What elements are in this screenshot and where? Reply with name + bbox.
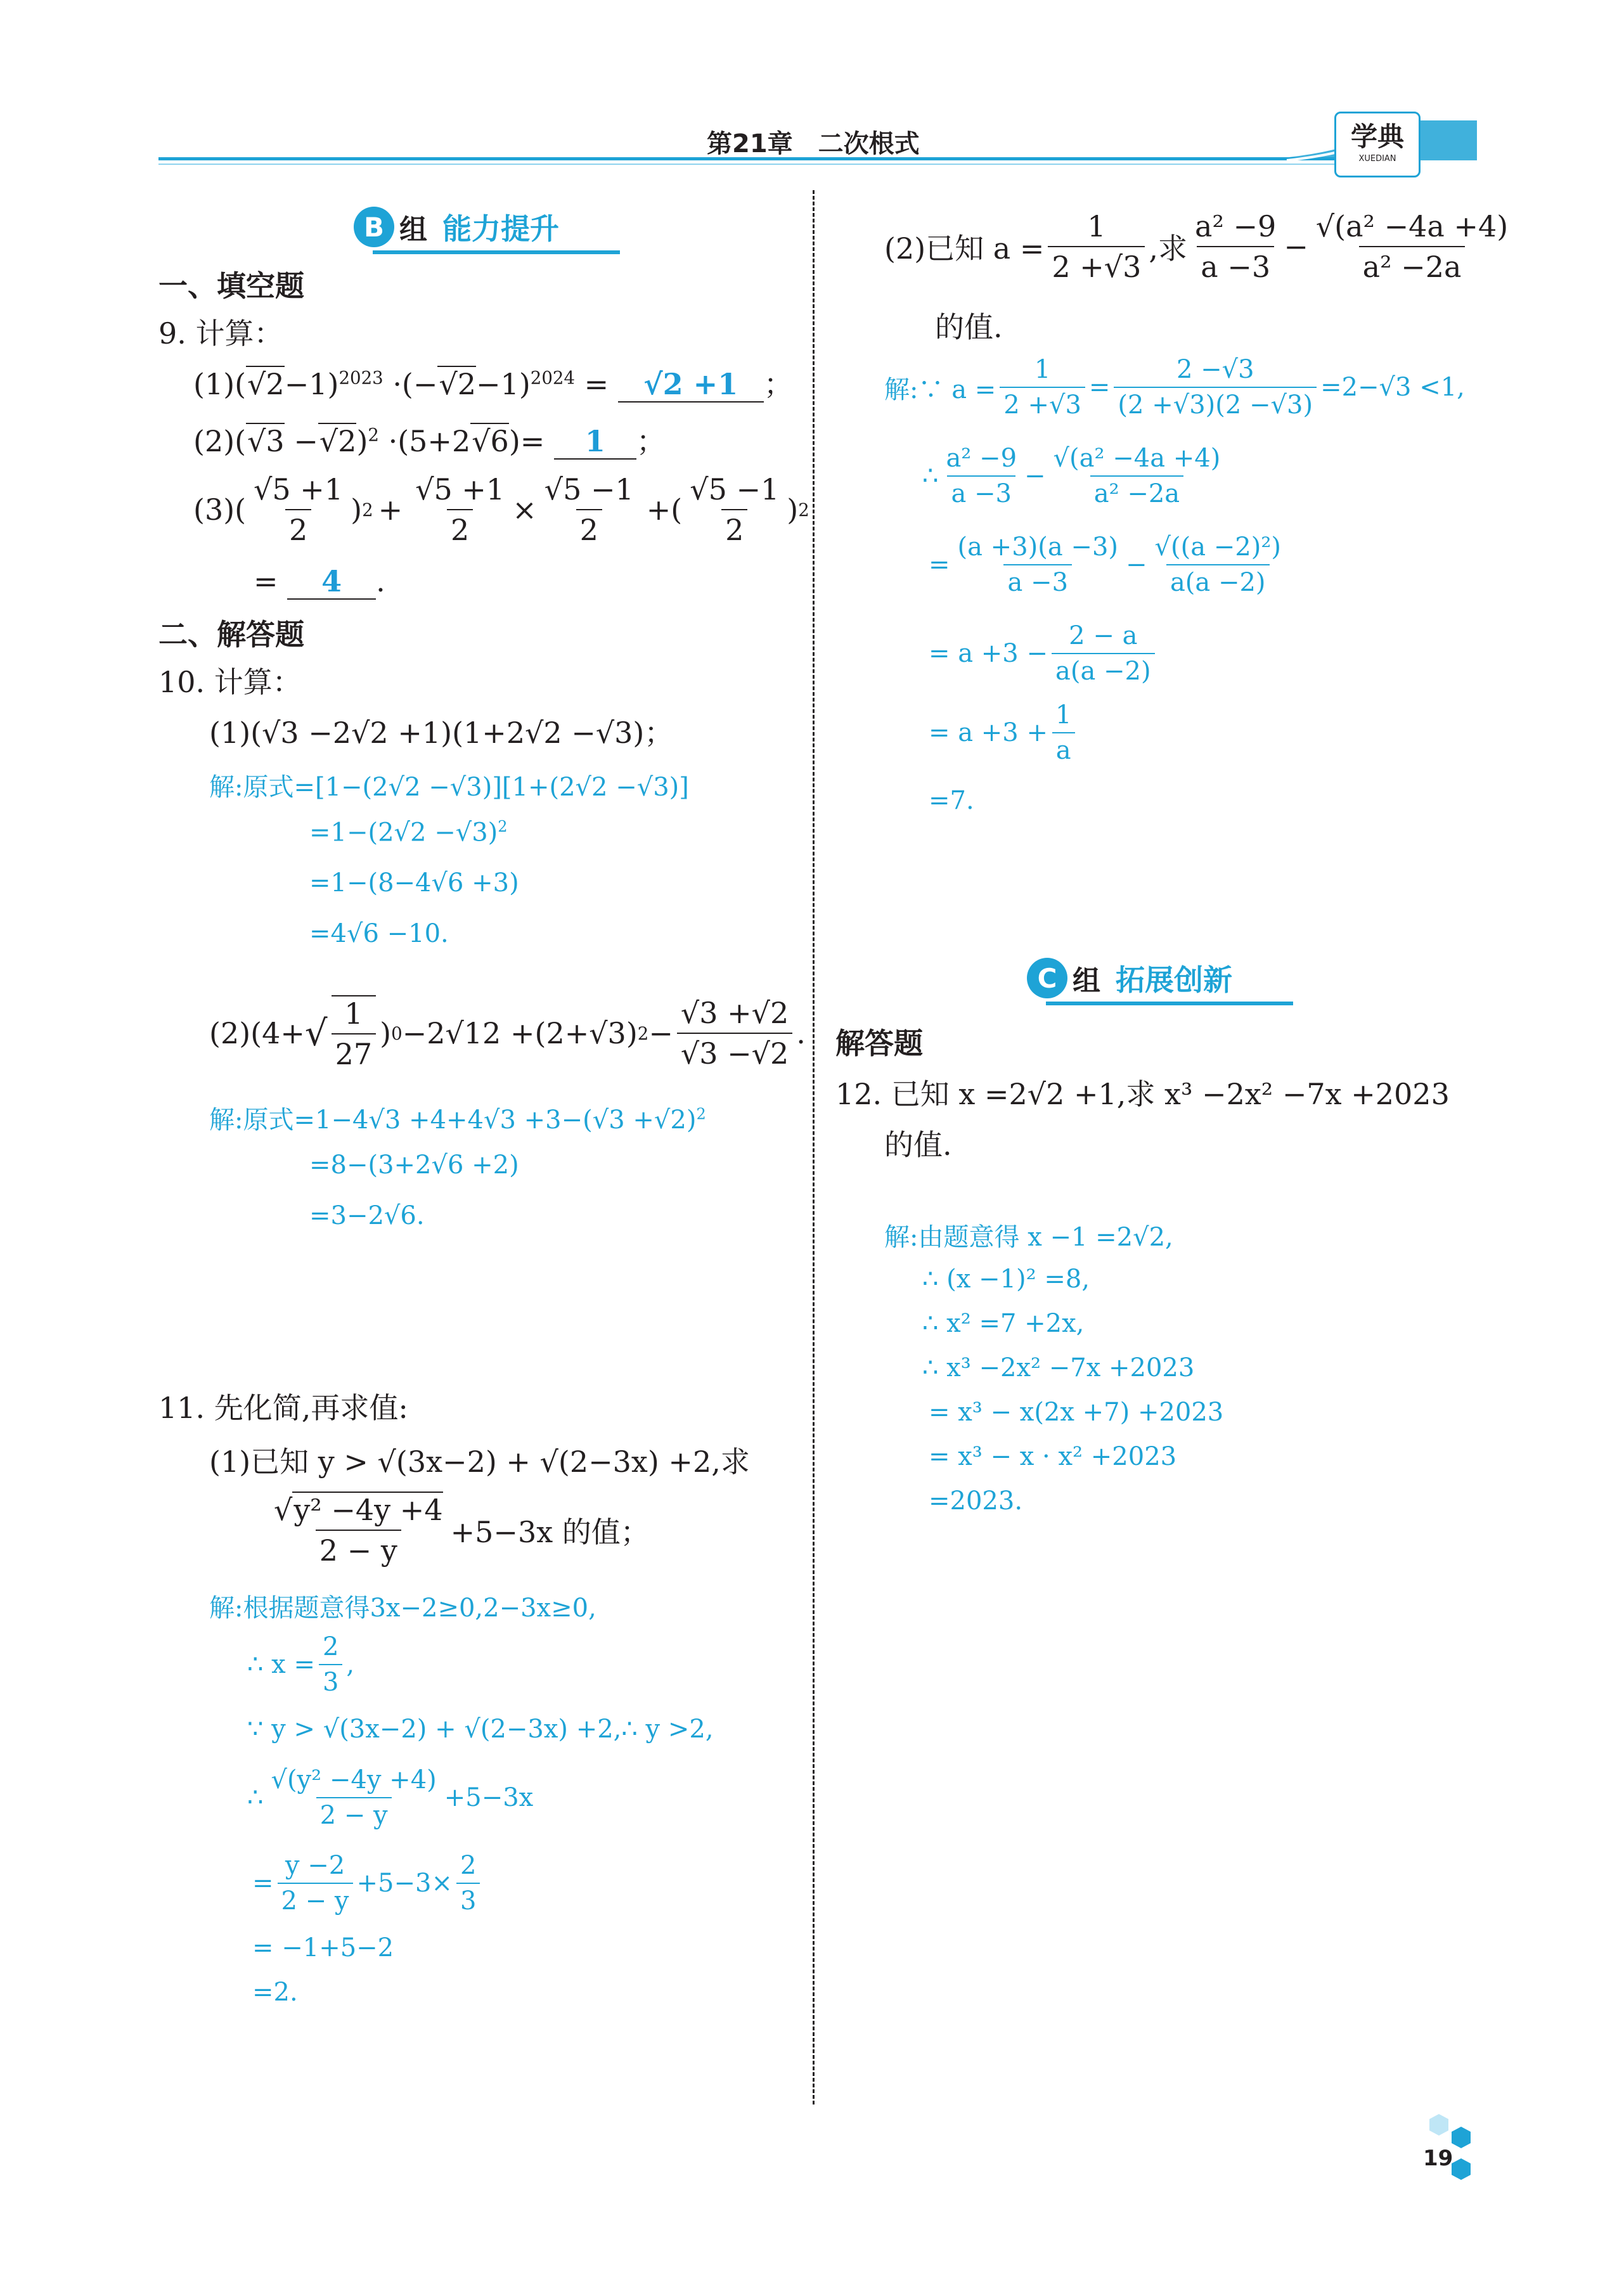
text: +5−3x 的值；: [450, 1515, 650, 1549]
question-12-tail: 的值.: [884, 1128, 952, 1162]
q9-part2: [193, 418, 666, 460]
group-label: 组: [399, 214, 427, 246]
exponent: 2: [362, 499, 373, 520]
text: (2)(: [193, 424, 247, 458]
fraction: [1052, 700, 1075, 765]
exponent: 2024: [530, 367, 576, 389]
q11-step6: = −1+5−2: [252, 1933, 394, 1962]
fraction: [278, 1851, 353, 1916]
sqrt: √2: [319, 424, 357, 458]
denominator: 3: [456, 1883, 480, 1916]
group-letter: C: [1027, 958, 1067, 998]
denominator: 27: [332, 1033, 377, 1071]
numerator: 2 − a: [1069, 621, 1138, 650]
numerator: a² −9: [946, 444, 1017, 473]
text: ∴ x =: [247, 1650, 315, 1679]
fraction: $\frac{√5 +1}{2}$: [254, 472, 344, 547]
section-solve-c: 解答题: [835, 1026, 923, 1060]
text: =1−(2√2 −√3): [309, 818, 498, 847]
denominator: √3 −√2: [677, 1033, 792, 1071]
text: 解:原式=1−4√3 +4+4√3 +3−(√3 +√2): [209, 1105, 697, 1135]
q10-1-step1: 解:原式=[1−(2√2 −√3)][1+(2√2 −√3)]: [209, 773, 689, 802]
q11-step7: =2.: [252, 1978, 298, 2007]
text: ,求: [1149, 231, 1188, 266]
numerator: √3 +√2: [680, 996, 789, 1030]
text: ；: [763, 367, 793, 401]
denominator: 2 − y: [316, 1797, 392, 1830]
text: (2)(4+: [209, 1016, 305, 1050]
numerator: 1: [1055, 700, 1072, 730]
q12-step5: = x³ − x(2x +7) +2023: [929, 1398, 1224, 1427]
denominator: 2 +√3: [1048, 246, 1145, 284]
fraction: $\frac{√5 +1}{2}$: [415, 472, 505, 547]
text: +: [378, 493, 403, 527]
question-9: 9. 计算：: [158, 316, 283, 351]
denominator: a −3: [1003, 564, 1072, 597]
q11-part2-tail: 的值.: [935, 310, 1003, 344]
numerator: 1: [1087, 209, 1106, 243]
text: .: [376, 564, 385, 598]
numerator: 5 −1: [708, 472, 780, 506]
q11-step3: ∵ y > √(3x−2) + √(2−3x) +2,∴ y >2,: [247, 1715, 714, 1744]
r-step5: [929, 700, 1079, 765]
page-number: 19: [1423, 2146, 1453, 2171]
answer-blank: √2 +1: [618, 367, 764, 403]
text: = a +3 +: [929, 718, 1048, 747]
r-step4: [929, 621, 1159, 686]
group-label: 组: [1073, 965, 1100, 997]
q10-1-step3: =1−(8−4√6 +3): [309, 868, 519, 898]
q10-1-step2: [309, 818, 508, 847]
q11-part1-line1: (1)已知 y > √(3x−2) + √(2−3x) +2,求: [209, 1445, 750, 1479]
fraction: [1151, 532, 1285, 597]
q10-2-step3: =3−2√6.: [309, 1201, 425, 1230]
text: ): [356, 424, 368, 458]
denominator: 2: [447, 509, 473, 547]
logo: [1334, 112, 1421, 177]
text: ,: [346, 1650, 355, 1679]
fraction: [332, 995, 377, 1071]
question-12: 12. 已知 x =2√2 +1,求 x³ −2x² −7x +2023: [835, 1077, 1450, 1111]
denominator: (2 +√3)(2 −√3): [1114, 387, 1317, 420]
exponent: 2: [798, 499, 809, 520]
text: =: [1088, 373, 1111, 402]
fraction: [1000, 355, 1085, 420]
fraction: $\frac{\text{√y² −4y +4}}{2 - y}$: [274, 1493, 443, 1568]
text: −: [1284, 229, 1308, 264]
text: −1): [476, 367, 531, 401]
numerator: 5 +1: [272, 472, 344, 506]
fraction: [1312, 209, 1512, 284]
denominator: 2 − y: [278, 1883, 353, 1916]
logo-subtext: XUEDIAN: [1358, 154, 1396, 164]
denominator: a: [1052, 732, 1075, 765]
fraction: [677, 996, 792, 1071]
chapter-title: 第21章 二次根式: [707, 129, 920, 158]
fraction: [456, 1851, 480, 1916]
group-title: 拓展创新: [1116, 963, 1232, 997]
text: ·(5+2: [388, 424, 471, 458]
text: .: [796, 1016, 806, 1050]
fraction: [1114, 355, 1317, 420]
denominator: a −3: [947, 475, 1015, 508]
r-step3: [929, 532, 1289, 597]
fraction: [954, 532, 1122, 597]
q12-step3: ∴ x² =7 +2x,: [922, 1309, 1085, 1338]
numerator: 1: [344, 996, 363, 1031]
q12-step7: =2023.: [929, 1486, 1023, 1516]
text: ；: [636, 424, 666, 458]
exponent: 0: [391, 1022, 403, 1044]
text: −1): [284, 367, 339, 401]
q12-step1: 解:由题意得 x −1 =2√2,: [884, 1223, 1173, 1252]
numerator: 2 −√3: [1176, 355, 1254, 384]
q10-2-step1: [209, 1100, 706, 1136]
numerator: a² −9: [1195, 209, 1277, 243]
q11-step5: = $\frac{y -2}{2 - y}$ +5−3× $\frac{2}{3}$: [252, 1851, 484, 1916]
text: = a +3 −: [929, 639, 1048, 668]
numerator: √((a −2)²): [1154, 532, 1281, 562]
r-step1: [884, 355, 1465, 420]
numerator: √(y² −4y +4): [271, 1765, 437, 1795]
group-underline: [1046, 1002, 1293, 1005]
denominator: 2 +√3: [1000, 387, 1085, 420]
exponent: 2: [696, 1105, 706, 1123]
denominator: 3: [319, 1664, 342, 1697]
denominator: 2: [576, 509, 602, 547]
logo-text: 学典: [1350, 121, 1404, 152]
q11-step4: [247, 1765, 533, 1830]
exponent: 2: [368, 424, 379, 446]
group-letter: B: [354, 207, 394, 247]
exponent: 2: [637, 1022, 649, 1044]
q10-1-step4: =4√6 −10.: [309, 919, 449, 948]
exponent: 2: [498, 818, 508, 835]
q11-step1: 解:根据题意得3x−2≥0,2−3x≥0,: [209, 1594, 596, 1623]
text: −: [1126, 550, 1147, 579]
numerator: (a +3)(a −3): [957, 532, 1118, 562]
fraction: [1052, 621, 1155, 686]
numerator: 2: [460, 1851, 477, 1880]
q11-part1-line2: [266, 1493, 650, 1568]
q12-step4: ∴ x³ −2x² −7x +2023: [922, 1353, 1195, 1382]
denominator: a(a −2): [1052, 653, 1155, 686]
text: ·(−: [392, 367, 438, 401]
group-underline: [373, 250, 620, 254]
q12-step2: ∴ (x −1)² =8,: [922, 1265, 1090, 1294]
fraction: [319, 1632, 342, 1697]
q9-part3: [193, 472, 809, 547]
text: =: [929, 550, 950, 579]
text: (3)(: [193, 493, 247, 527]
q11-step2: [247, 1632, 354, 1697]
text: −: [648, 1016, 673, 1050]
text: +(: [646, 493, 683, 527]
sqrt: √2: [439, 367, 477, 401]
column-divider: [813, 190, 815, 2104]
group-title: 能力提升: [442, 212, 559, 246]
denominator: a² −2a: [1090, 475, 1183, 508]
text: =2−√3 <1,: [1320, 373, 1465, 402]
text: +5−3×: [356, 1869, 453, 1898]
numerator: √(a² −4a +4): [1315, 209, 1509, 243]
r-step2: [922, 444, 1228, 508]
denominator: 2: [721, 509, 747, 547]
fraction: $\frac{√5 -1}{2}$: [690, 472, 780, 547]
sqrt: √6: [472, 424, 509, 458]
fraction: $\frac{√5 -1}{2}$: [544, 472, 634, 547]
text: )=: [508, 424, 545, 458]
q9-part3-answer-line: [254, 564, 385, 600]
text: ): [351, 493, 363, 527]
text: ∴: [922, 461, 939, 491]
q10-part1: (1)(√3 −2√2 +1)(1+2√2 −√3)；: [209, 716, 674, 750]
numerator: 5 −1: [563, 472, 634, 506]
answer-blank: 4: [287, 564, 376, 600]
text: +5−3x: [444, 1783, 534, 1812]
text: 解:∵ a =: [884, 375, 996, 404]
group-b-badge: [354, 206, 620, 254]
denominator: a −3: [1197, 246, 1274, 284]
denominator: 2: [285, 509, 311, 547]
text: (2)已知 a =: [884, 231, 1045, 266]
fraction: [267, 1765, 440, 1830]
numerator: y −2: [285, 1851, 345, 1880]
question-11: 11. 先化简,再求值:: [158, 1391, 408, 1425]
numerator: 2: [322, 1632, 339, 1661]
q11-part2: [884, 209, 1516, 284]
sqrt: √3: [247, 424, 285, 458]
answer-blank: 1: [554, 424, 636, 460]
fraction: [942, 444, 1021, 508]
question-10: 10. 计算：: [158, 665, 302, 699]
text: ): [787, 493, 799, 527]
text: =: [584, 367, 609, 401]
denominator: a(a −2): [1166, 564, 1270, 597]
q10-2-step2: =8−(3+2√6 +2): [309, 1150, 519, 1180]
numerator: √(a² −4a +4): [1053, 444, 1221, 473]
denominator: 2 − y: [316, 1530, 401, 1568]
text: ∴: [247, 1783, 264, 1812]
exponent: 2023: [338, 367, 383, 389]
fraction: [1050, 444, 1225, 508]
group-c-badge: [1027, 957, 1293, 1005]
r-step6: =7.: [929, 786, 974, 815]
text: (1)(: [193, 367, 247, 401]
q9-part1: [193, 361, 793, 403]
fraction: [1048, 209, 1145, 284]
text: ×: [512, 493, 537, 527]
fraction: [1191, 209, 1280, 284]
section-solve: 二、解答题: [158, 617, 304, 652]
text: −: [1024, 461, 1046, 491]
q10-part2: (2)(4+ √ $\frac{1}{27}$ ) 0 −2√12 +(2+√3) 2 − $\frac{√3 +√2}{√3 -√2}$ .: [209, 996, 806, 1071]
numerator: 5 +1: [434, 472, 505, 506]
sqrt: √2: [247, 367, 285, 401]
numerator: y² −4y +4: [293, 1493, 443, 1527]
radical-sign: √: [304, 1012, 328, 1054]
text: −: [293, 424, 318, 458]
denominator: a² −2a: [1359, 246, 1466, 284]
q12-step6: = x³ − x · x² +2023: [929, 1442, 1177, 1471]
section-fill-blank: 一、填空题: [158, 269, 304, 303]
text: =: [254, 564, 278, 598]
text: −2√12 +(2+√3): [402, 1016, 638, 1050]
numerator: 1: [1034, 355, 1051, 384]
